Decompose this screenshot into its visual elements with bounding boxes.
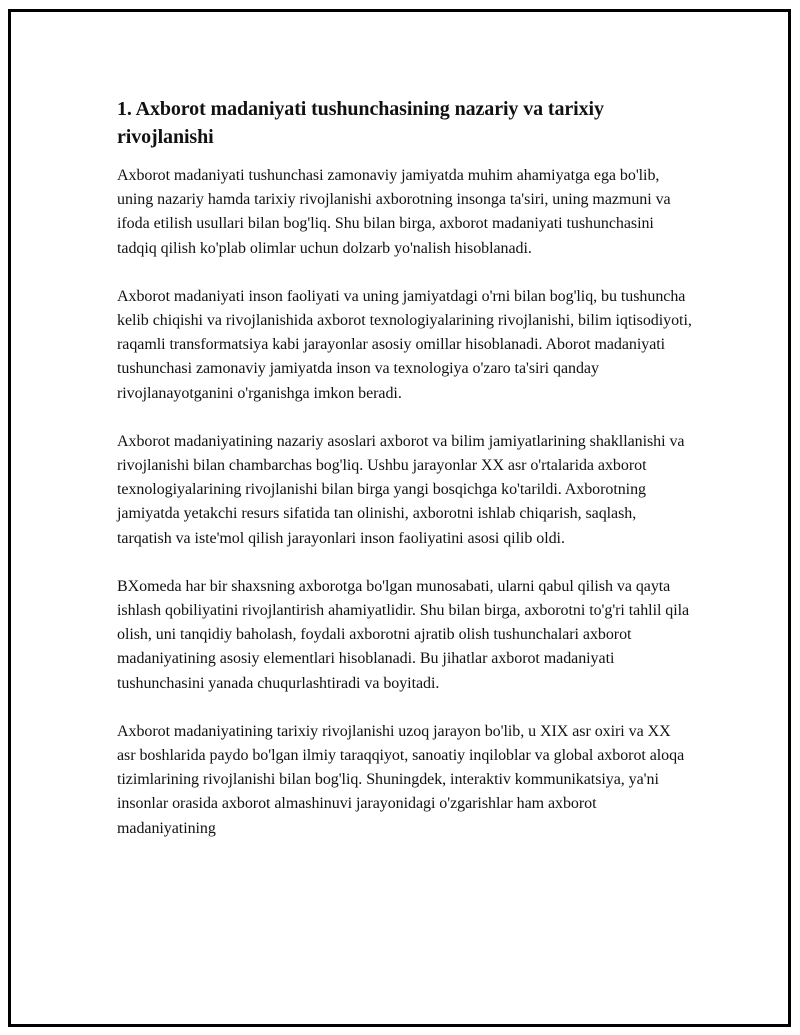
paragraph-1: Axborot madaniyati tushunchasi zamonaviy jamiyatda muhim ahamiyatga ega bo'lib, uning nazariy hamda tarixiy rivojlanishi axborotning insonga ta'siri, uning mazmuni va ifoda etilish usullari bilan bog'liq. Shu bilan birga, axborot madaniyati tushunchasini tadqiq qilish ko'plab olimlar uchun dolzarb yo'nalish hisoblanadi. (117, 167, 671, 257)
paragraph-5: Axborot madaniyatining tarixiy rivojlanishi uzoq jarayon bo'lib, u XIX asr oxiri va XX asr boshlarida paydo bo'lgan ilmiy taraqqiyot, sanoatiy inqiloblar va global axborot aloqa tizimlarining rivojlanishi bilan bog'liq. Shuningdek, interaktiv kommunikatsiya, ya'ni insonlar orasida axborot almashinuvi jarayonidagi o'zgarishlar ham axborot madaniyatining (117, 722, 685, 837)
section-heading: 1. Axborot madaniyati tushunchasining nazariy va tarixiy rivojlanishi (117, 98, 604, 148)
paragraph-4: BXomeda har bir shaxsning axborotga bo'lgan munosabati, ularni qabul qilish va qayta ishlash qobiliyatini rivojlantirish ahamiyatlidir. Shu bilan birga, axborotni to'g'ri tahlil qila olish, uni tanqidiy baholash, foydali axborotni ajratib olish tushunchalari axborot madaniyatining asosiy elementlari hisoblanadi. Bu jihatlar axborot madaniyati tushunchasini yanada chuqurlashtiradi va boyitadi. (117, 577, 690, 692)
paragraph-2: Axborot madaniyati inson faoliyati va uning jamiyatdagi o'rni bilan bog'liq, bu tushuncha kelib chiqishi va rivojlanishida axborot texnologiyalarining rivojlanishi, bilim iqtisodiyoti, raqamli transformatsiya kabi jarayonlar asosiy omillar hisoblanadi. Aborot madaniyati tushunchasi zamonaviy jamiyatda inson va texnologiya o'zaro ta'siri qanday rivojlanayotganini o'rganishga imkon beradi. (117, 287, 692, 402)
paragraph-3: Axborot madaniyatining nazariy asoslari axborot va bilim jamiyatlarining shakllanishi va rivojlanishi bilan chambarchas bog'liq. Ushbu jarayonlar XX asr o'rtalarida axborot texnologiyalarining rivojlanishi bilan birga yangi bosqichga ko'tarildi. Axborotning jamiyatda yetakchi resurs sifatida tan olinishi, axborotni ishlab chiqarish, saqlash, tarqatish va iste'mol qilish jarayonlari inson faoliyatini asosi qilib oldi. (117, 432, 685, 547)
document-body (117, 95, 692, 865)
